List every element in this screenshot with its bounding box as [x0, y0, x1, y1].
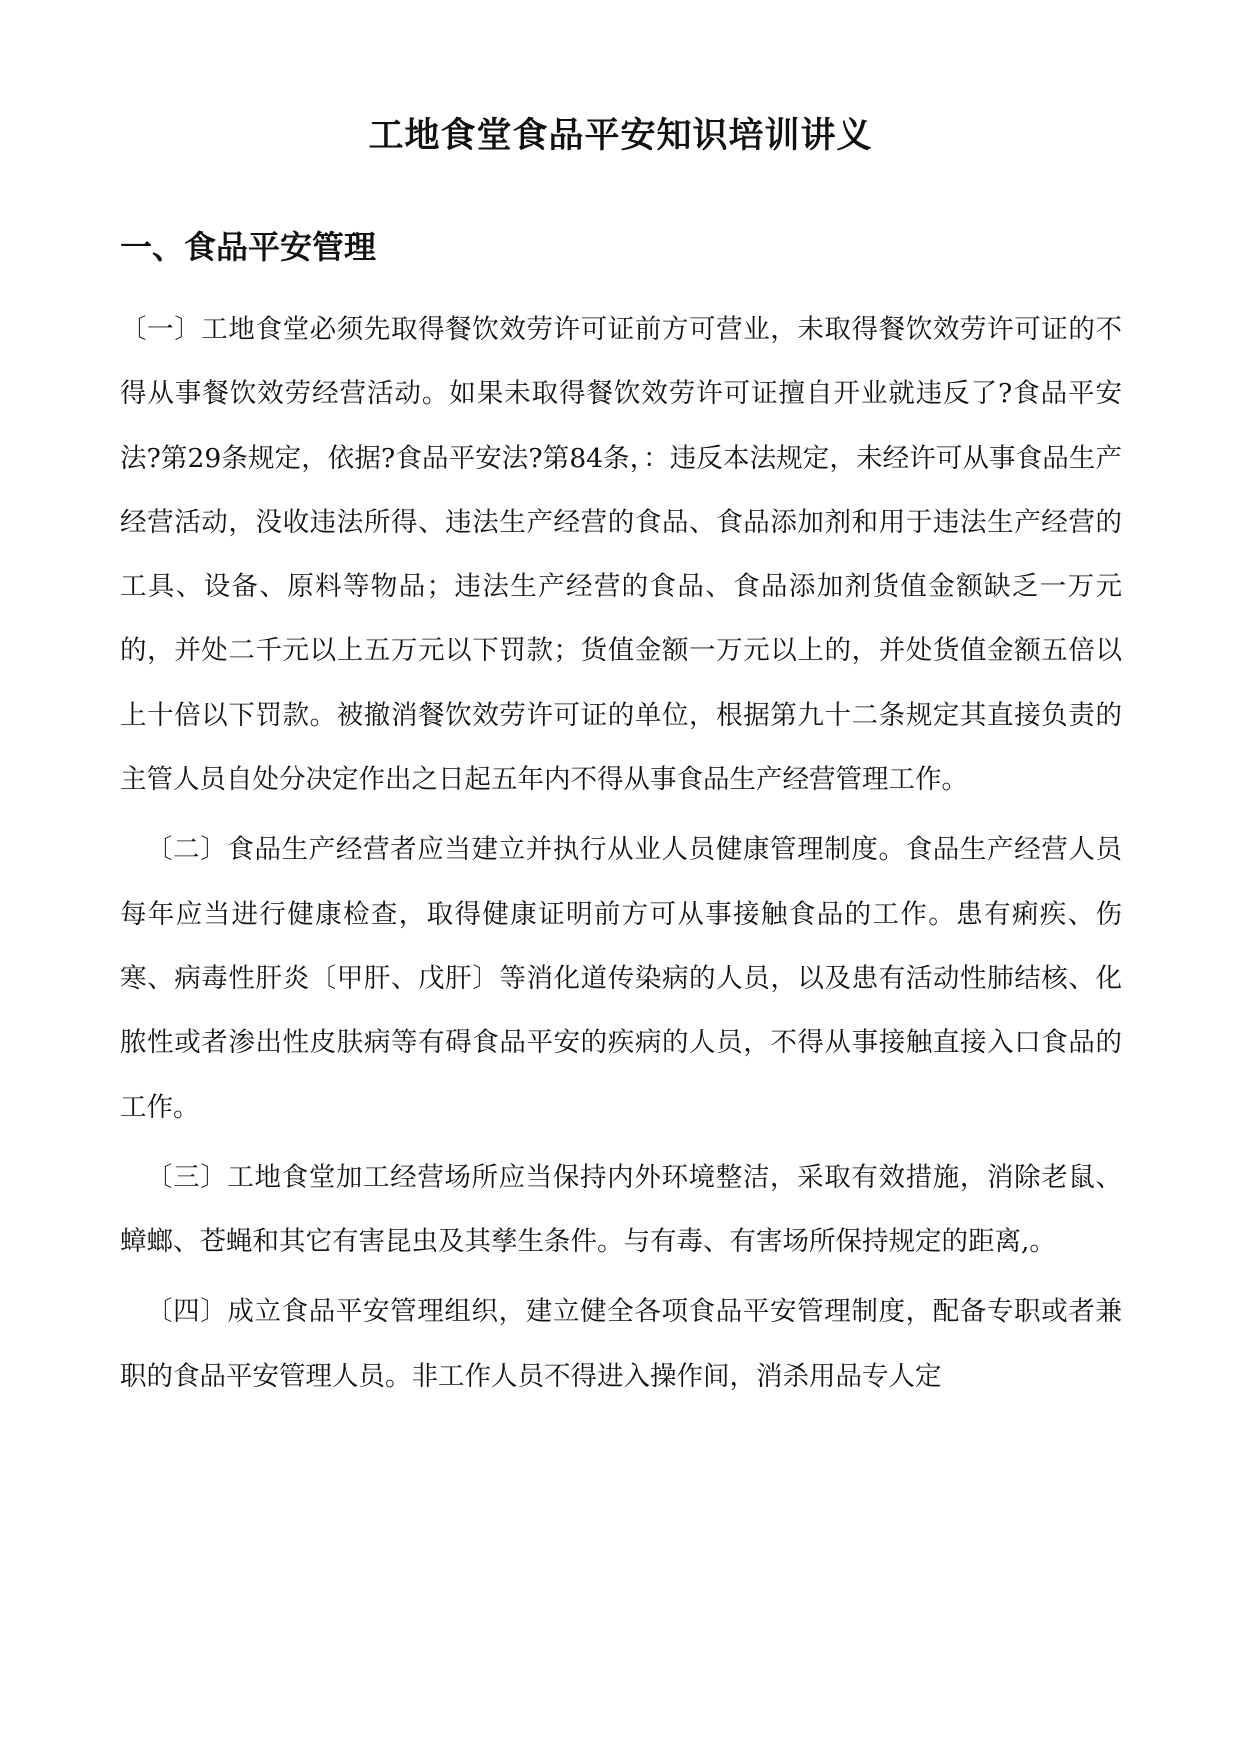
document-body: [120, 298, 1122, 1415]
paragraph-4: 〔四〕成立食品平安管理组织，建立健全各项食品平安管理制度，配备专职或者兼职的食品平安管理人员。非工作人员不得进入操作间，消杀用品专人定: [120, 1296, 1122, 1392]
paragraph-2: 〔二〕食品生产经营者应当建立并执行从业人员健康管理制度。食品生产经营人员每年应当进行健康检查，取得健康证明前方可从事接触食品的工作。患有痢疾、伤寒、病毒性肝炎〔甲肝、戊肝〕等消化道传染病的人员，以及患有活动性肺结核、化脓性或者渗出性皮肤病等有碍食品平安的疾病的人员，不得从事接触直接入口食品的工作。: [120, 834, 1122, 1123]
section-heading: 一、食品平安管理: [120, 228, 377, 266]
paragraph-1: 〔一〕工地食堂必须先取得餐饮效劳许可证前方可营业，未取得餐饮效劳许可证的不得从事餐饮效劳经营活动。如果未取得餐饮效劳许可证擅自开业就违反了?食品平安法?第29条规定，依据?食品平安法?第84条，：违反本法规定，未经许可从事食品生产经营活动，没收违法所得、违法生产经营的食品、食品添加剂和用于违法生产经营的工具、设备、原料等物品；违法生产经营的食品、食品添加剂货值金额缺乏一万元的，并处二千元以上五万元以下罚款；货值金额一万元以上的，并处货值金额五倍以上十倍以下罚款。被撤消餐饮效劳许可证的单位，根据第九十二条规定其直接负责的主管人员自处分决定作出之日起五年内不得从事食品生产经营管理工作。: [120, 314, 1122, 796]
document-title: 工地食堂食品平安知识培训讲义: [368, 115, 873, 156]
paragraph-3: 〔三〕工地食堂加工经营场所应当保持内外环境整洁，采取有效措施，消除老鼠、蟑螂、苍蝇和其它有害昆虫及其孳生条件。与有毒、有害场所保持规定的距离,。: [120, 1161, 1122, 1258]
